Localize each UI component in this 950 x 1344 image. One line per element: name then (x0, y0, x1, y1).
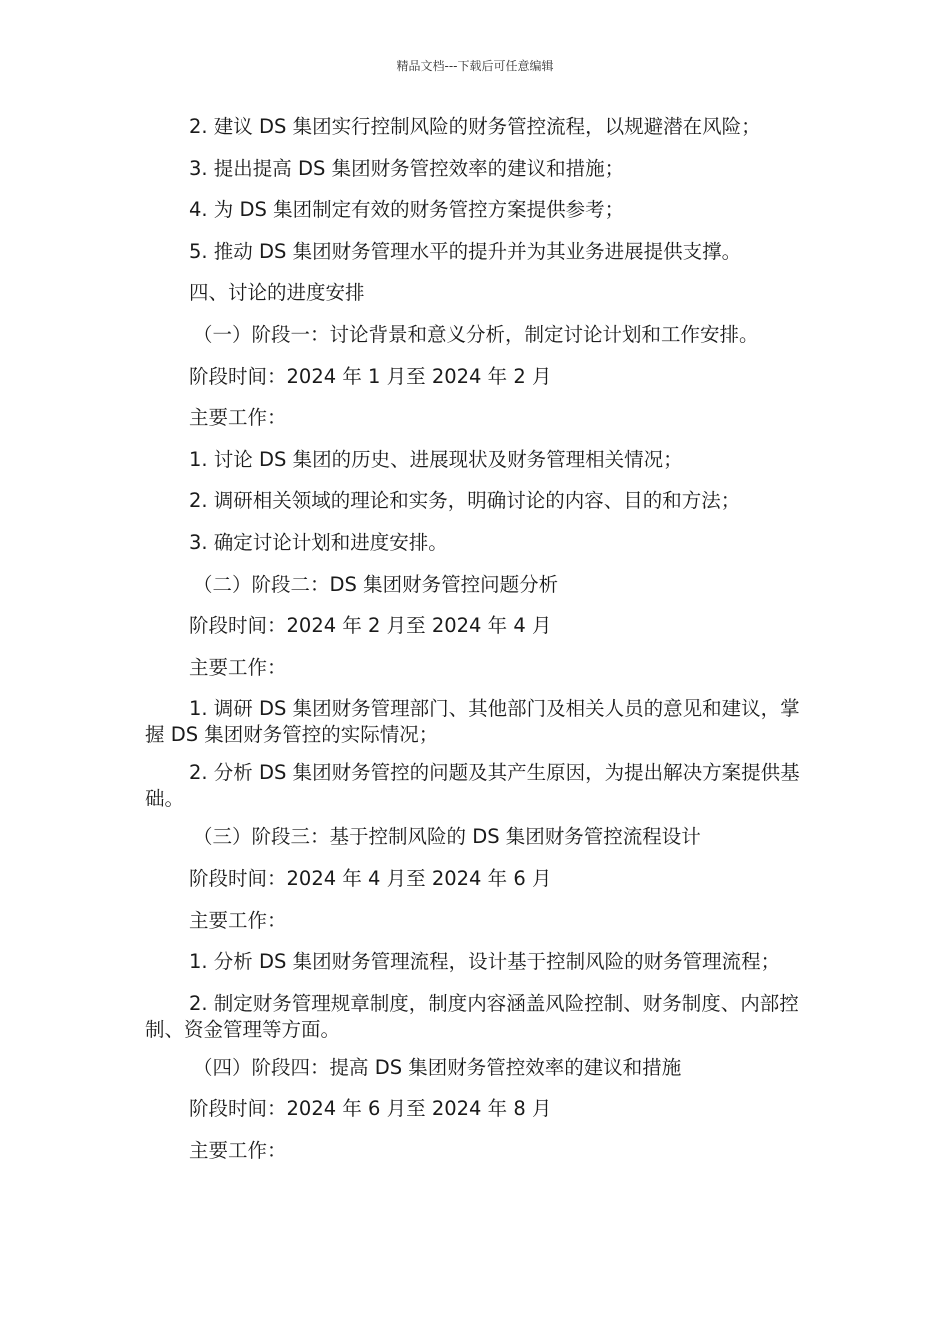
list-item: 2. 建议 DS 集团实行控制风险的财务管控流程，以规避潜在风险； (189, 115, 761, 138)
list-item: 3. 提出提高 DS 集团财务管控效率的建议和措施； (189, 156, 625, 180)
list-item: 2. 制定财务管理规章制度，制度内容涵盖风险控制、财务制度、内部控制、资金管理等方面。 (145, 991, 799, 1041)
stage-time: 阶段时间：2024 年 6 月至 2024 年 8 月 (189, 1097, 552, 1121)
list-item: 5. 推动 DS 集团财务管理水平的提升并为其业务进展提供支撑。 (189, 239, 742, 263)
main-work-label: 主要工作： (189, 655, 287, 679)
document-body (145, 114, 805, 1179)
list-item: 1. 调研 DS 集团财务管理部门、其他部门及相关人员的意见和建议，掌握 DS 集团财务管控的实际情况； (145, 697, 800, 747)
list-item: 4. 为 DS 集团制定有效的财务管控方案提供参考； (189, 198, 625, 222)
stage-time: 阶段时间：2024 年 1 月至 2024 年 2 月 (189, 364, 552, 388)
stage-heading: （四）阶段四：提高 DS 集团财务管控效率的建议和措施 (193, 1055, 682, 1079)
stage-heading: （三）阶段三：基于控制风险的 DS 集团财务管控流程设计 (193, 825, 701, 849)
stage-heading: （一）阶段一：讨论背景和意义分析，制定讨论计划和工作安排。 (193, 322, 759, 346)
main-work-label: 主要工作： (189, 406, 287, 430)
list-item: 1. 分析 DS 集团财务管理流程，设计基于控制风险的财务管理流程； (189, 950, 781, 974)
list-item: 3. 确定讨论计划和进度安排。 (189, 530, 448, 554)
list-item: 1. 讨论 DS 集团的历史、进展现状及财务管理相关情况； (189, 447, 683, 471)
list-item: 2. 调研相关领域的理论和实务，明确讨论的内容、目的和方法； (189, 489, 741, 513)
page-header: 精品文档---下载后可任意编辑 (396, 59, 554, 73)
main-work-label: 主要工作： (189, 908, 287, 932)
main-work-label: 主要工作： (189, 1138, 287, 1162)
stage-time: 阶段时间：2024 年 2 月至 2024 年 4 月 (189, 614, 552, 638)
stage-time: 阶段时间：2024 年 4 月至 2024 年 6 月 (189, 866, 552, 890)
list-item: 2. 分析 DS 集团财务管控的问题及其产生原因，为提出解决方案提供基础。 (145, 761, 800, 811)
stage-heading: （二）阶段二：DS 集团财务管控问题分析 (193, 572, 559, 596)
section-heading: 四、讨论的进度安排 (189, 281, 365, 305)
